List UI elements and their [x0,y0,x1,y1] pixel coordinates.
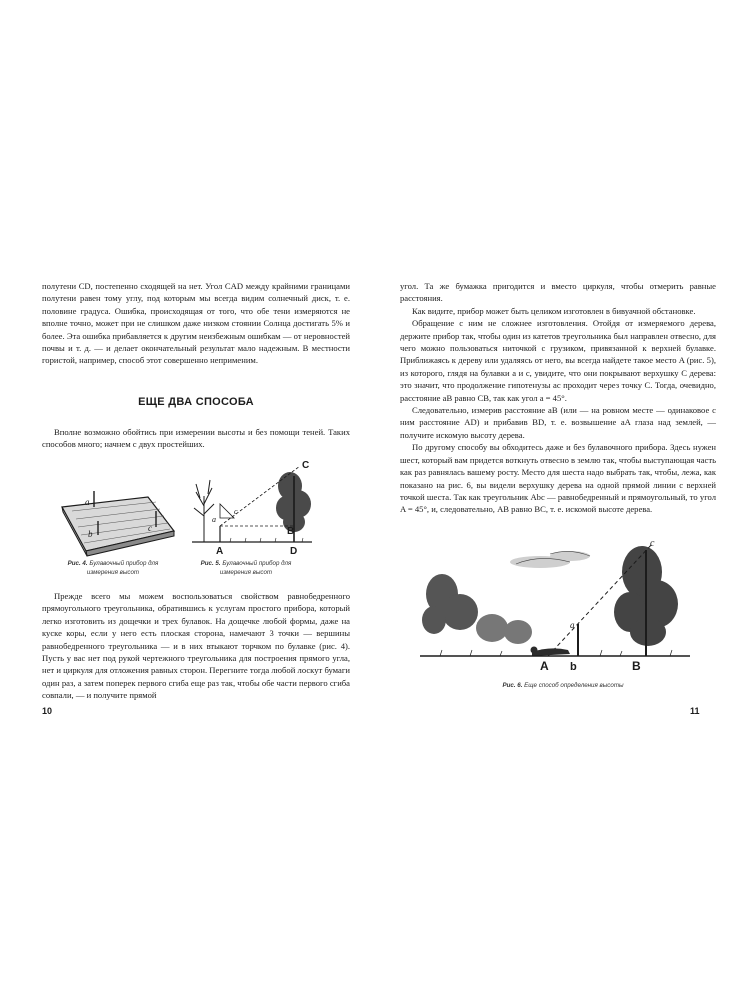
fig5-label-D: D [290,546,298,557]
fig6-label-a: a [570,620,575,630]
fig4-label-b: b [88,529,93,539]
paragraph: Вполне возможно обойтись при измерении высоты и без помощи теней. Таких способов много; начнем с двух простейших. [42,427,350,450]
fig6-caption-label: Рис. 6. [502,682,523,689]
figure-5-sighting [190,456,315,558]
fig6-label-b: b [570,661,577,672]
fig4-label-c: c [148,523,152,533]
fig6-label-A: A [540,659,549,672]
fig5-label-B: B [287,526,295,537]
fig5-label-A: A [216,546,224,557]
fig6-label-c: c [650,538,655,549]
figure-5-caption [186,560,306,577]
left-text-top [42,280,350,367]
fig4-caption-label: Рис. 4. [67,560,88,567]
fig5-label-a: a [212,515,216,524]
figure-4-pin-board [52,485,182,557]
fig5-label-c: c [234,507,238,516]
paragraph: полутени CD, постепенно сходящей на нет. Угол CAD между крайними границами полутени равен тому углу, под которым мы всегда видим солнечный диск, т. е. половине градуса. Ошибка, происходящая от того, что обе тени измеряются не вполне точно, может при не слишком даже низком стоянии Солнца достигать 5% и более. Эта ошибка прибавляется к другим неизбежным ошибкам — от неровностей почвы и т. д. — и делает окончательный результат мало надежным. В местности гористой, например, способ этот совершенно неприменим. [42,281,350,366]
fig5-caption-text: Булавочный прибор для измерения высот [219,560,292,576]
page-number-left: 10 [42,706,53,716]
fig4-caption-text: Булавочный прибор для измерения высот [86,560,159,576]
page-number-right: 11 [690,706,700,716]
figure-4-caption [58,560,168,577]
paragraph: Как видите, прибор может быть целиком изготовлен в бивуачной обстановке. [412,305,696,316]
paragraph: Обращение с ним не сложнее изготовления. Отойдя от измеряемого дерева, держите прибор так, чтобы один из катетов треугольника был направлен отвесно, для чего можно пользоваться ниточкой с грузиком, привязанной к верхней булавке. Приближаясь к дереву или удаляясь от него, вы всегда найдете такое место A (рис. 5), из которого, глядя на булавки a и c, увидите, что они покрывают верхушку C дерева: это значит, что продолжение гипотенузы ac проходит через точку C. Тогда, очевидно, расстояние aB равно CB, так как угол a = 45°. [400,318,716,403]
paragraph: По другому способу вы обходитесь даже и без булавочного прибора. Здесь нужен шест, который вам придется воткнуть отвесно в землю так, чтобы выступающая часть как раз равнялась вашему росту. Место для шеста надо выбрать так, чтобы, лежа, как показано на рис. 6, вы видели верхушку дерева на одной прямой линии с верхней точкой шеста. Так как треугольник Abc — равнобедренный и прямоугольный, то угол A = 45°, и, следовательно, AB равно BC, т. е. искомой высоте дерева. [400,442,717,515]
left-text-intro [42,426,350,451]
fig4-label-a: a [85,497,90,507]
fig6-caption-text: Еще способ определения высоты [524,682,624,689]
right-page [375,0,750,1000]
paragraph: Прежде всего мы можем воспользоваться свойством равнобедренного прямоугольного треугольника, обратившись к услугам простого прибора, который легко изготовить из дощечки и трех булавок. На дощечке любой формы, даже на куске коры, если у него есть плоская сторона, намечают 3 точки — вершины равнобедренного треугольника — и в них втыкают торчком по булавке (рис. 4). Пусть у вас нет под рукой чертежного треугольника для построения прямого угла, нет и циркуля для отложения равных сторон. Перегните тогда любой лоскут бумаги один раз, а затем поперек первого сгиба еще раз так, чтобы обе части первого сгиба совпали, — и получите прямой [42,591,350,701]
left-text-bottom [42,590,350,702]
fig5-label-C: C [302,460,310,471]
figure-6-pole-method [420,532,690,672]
figure-6-caption [433,682,693,691]
fig5-caption-label: Рис. 5. [200,560,221,567]
section-heading: ЕЩЕ ДВА СПОСОБА [138,396,254,408]
paragraph: угол. Та же бумажка пригодится и вместо циркуля, чтобы отмерить равные расстояния. [400,281,716,304]
right-text [400,280,716,516]
paragraph: Следовательно, измерив расстояние aB (или — на ровном месте — одинаковое с ним расстояние AD) и прибавив BD, т. е. возвышение aA глаза над землей, — получите искомую высоту дерева. [400,405,716,440]
fig6-label-B: B [632,659,641,672]
